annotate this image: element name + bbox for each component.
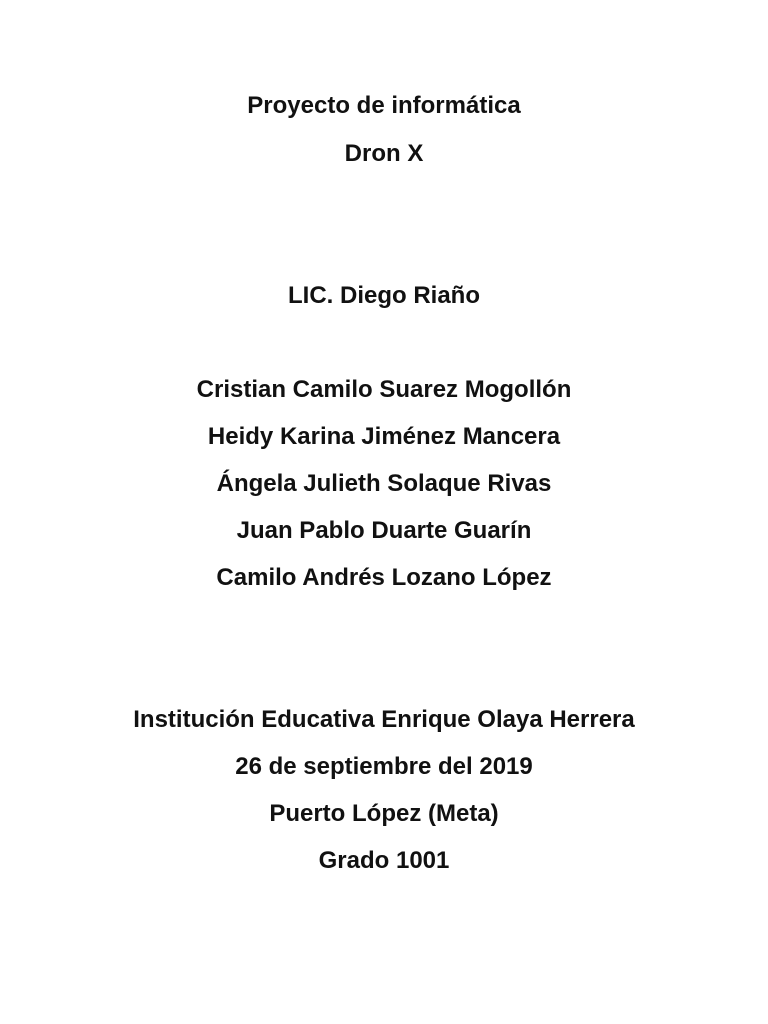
teacher-name: LIC. Diego Riaño [288,282,480,309]
student-name: Ángela Julieth Solaque Rivas [216,470,552,497]
student-name: Cristian Camilo Suarez Mogollón [196,376,572,403]
institution-name: Institución Educativa Enrique Olaya Herrera [133,706,635,733]
student-name: Juan Pablo Duarte Guarín [236,517,532,544]
project-name: Dron X [344,140,424,167]
grade-text: Grado 1001 [318,847,450,874]
student-name: Camilo Andrés Lozano López [216,564,552,591]
student-name: Heidy Karina Jiménez Mancera [207,423,561,450]
project-title: Proyecto de informática [247,92,521,119]
place-text: Puerto López (Meta) [269,800,499,827]
date-text: 26 de septiembre del 2019 [235,753,533,780]
